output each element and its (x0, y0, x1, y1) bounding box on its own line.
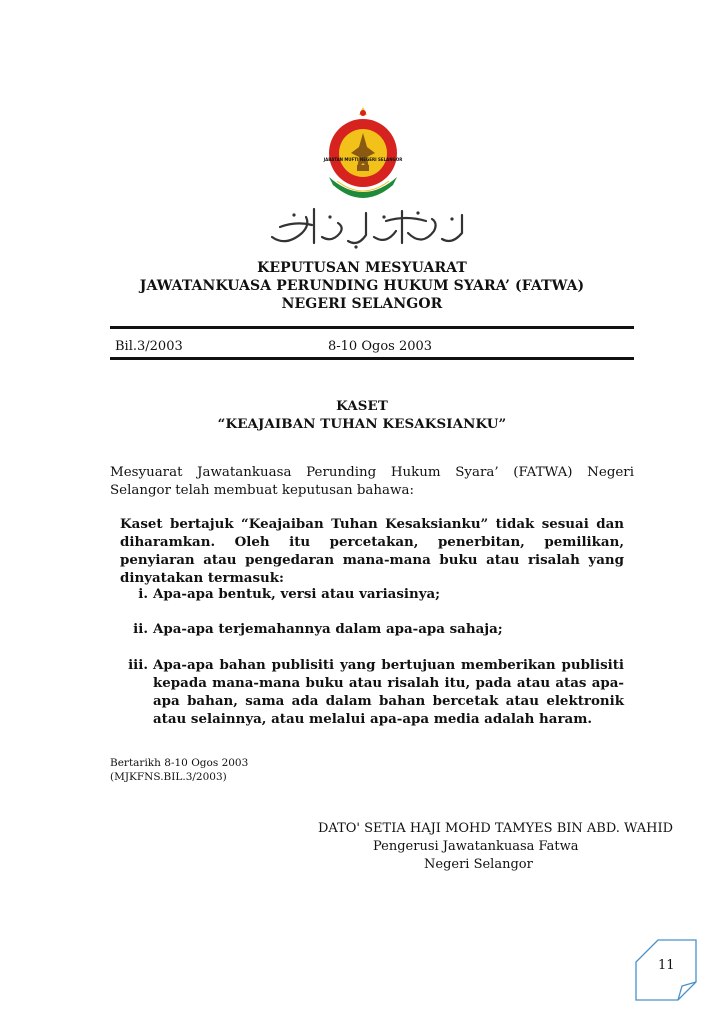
list-item-number: i. (138, 586, 148, 602)
decision-lead-paragraph: Kaset bertajuk “Keajaiban Tuhan Kesaksianku” tidak sesuai dan diharamkan. Oleh itu percetakan, penerbitan, pemilikan, penyiaran atau pengedaran mana-mana buku atau risalah yang dinyatakan termasuk: (120, 516, 624, 586)
page-number-badge (634, 938, 698, 1002)
signatory-title: Pengerusi Jawatankuasa Fatwa (373, 839, 579, 854)
signatory-name: DATO' SETIA HAJI MOHD TAMYES BIN ABD. WAHID (318, 821, 674, 836)
signatory-organisation: Negeri Selangor (424, 857, 533, 872)
list-item-text: Apa-apa bentuk, versi atau variasinya; (153, 586, 441, 602)
list-item-text: Apa-apa terjemahannya dalam apa-apa sahaja; (153, 621, 503, 637)
bottom-divider (110, 357, 634, 360)
header-title-line1: KEPUTUSAN MESYUARAT (257, 260, 467, 276)
reference-number: (MJKFNS.BIL.3/2003) (110, 771, 227, 783)
subject-line1: KASET (336, 398, 388, 414)
crest-ring-text: JABATAN MUFTI NEGERI SELANGOR (323, 157, 403, 162)
list-item-number: iii. (128, 657, 148, 673)
intro-paragraph: Mesyuarat Jawatankuasa Perunding Hukum Syara’ (FATWA) Negeri Selangor telah membuat keputusan bahawa: (110, 465, 634, 498)
header-title-line3: NEGERI SELANGOR (281, 296, 443, 312)
jabatan-mufti-selangor-crest-icon (323, 107, 403, 203)
page-number: 11 (658, 958, 675, 973)
jabatan-mufti-selangor-jawi-calligraphy-icon (266, 203, 474, 251)
list-item-text: Apa-apa bahan publisiti yang bertujuan memberikan publisiti kepada mana-mana buku atau risalah itu, pada atau atas apa-apa bahan, sama ada dalam bahan bercetak atau elektronik atau selainnya, atau melalui apa-apa media adalah haram. (153, 657, 624, 727)
list-item-number: ii. (133, 621, 148, 637)
bil-number: Bil.3/2003 (115, 339, 183, 354)
meeting-date: 8-10 Ogos 2003 (328, 339, 433, 354)
header-title-line2: JAWATANKUASA PERUNDING HUKUM SYARA’ (FATWA) (139, 278, 585, 294)
subject-line2: “KEAJAIBAN TUHAN KESAKSIANKU” (217, 416, 507, 432)
top-divider (110, 326, 634, 329)
dated-line: Bertarikh 8-10 Ogos 2003 (110, 757, 249, 769)
